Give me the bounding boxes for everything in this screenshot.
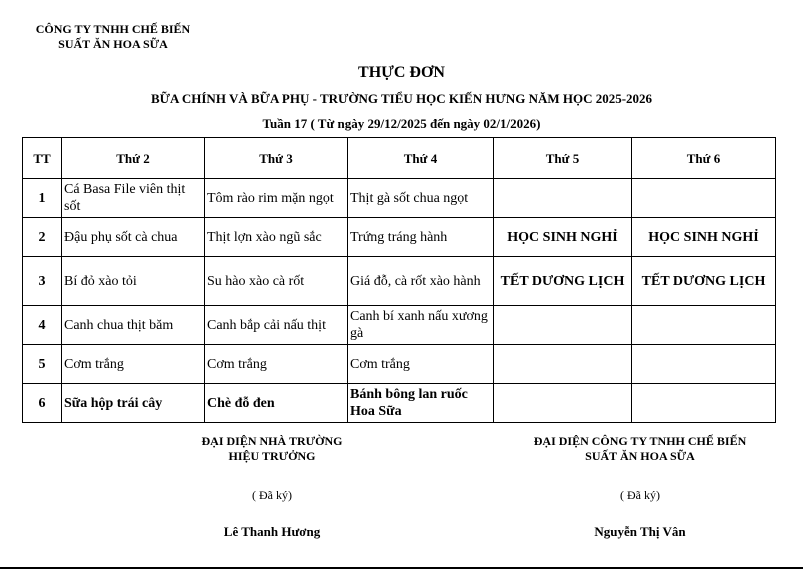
company-name-line1: CÔNG TY TNHH CHẾ BIẾN [35,22,191,36]
company-representative-title: ĐẠI DIỆN CÔNG TY TNHH CHẾ BIẾN [533,434,747,448]
table-row [23,306,776,345]
signed-note: ( Đã ký) [252,488,292,502]
principal-title: HIỆU TRƯỞNG [228,449,316,463]
empty-cell [632,384,776,423]
row-number: 4 [23,306,62,345]
principal-name: Lê Thanh Hương [223,524,321,539]
header-tt: TT [23,138,62,179]
week-range: Tuần 17 ( Từ ngày 29/12/2025 đến ngày 02/1/2026) [262,116,541,131]
dish-mon: Sữa hộp trái cây [62,384,205,423]
document-subtitle: BỮA CHÍNH VÀ BỮA PHỤ - TRƯỜNG TIỂU HỌC KIẾN HƯNG NĂM HỌC 2025-2026 [150,91,653,106]
holiday-note-thu-line1: HỌC SINH NGHỈ [494,218,632,257]
bottom-divider [0,567,803,569]
company-name-line2: SUẤT ĂN HOA SỮA [58,37,168,51]
holiday-note-thu-line2: TẾT DƯƠNG LỊCH [494,257,632,306]
signed-note: ( Đã ký) [620,488,660,502]
dish-mon: Canh chua thịt băm [62,306,205,345]
company-representative-name: Nguyễn Thị Vân [594,524,686,539]
row-number: 3 [23,257,62,306]
header-fri: Thứ 6 [632,138,776,179]
dish-tue: Thịt lợn xào ngũ sắc [205,218,348,257]
dish-mon: Bí đỏ xào tỏi [62,257,205,306]
dish-mon: Đậu phụ sốt cà chua [62,218,205,257]
company-header [28,22,198,52]
school-representative-title: ĐẠI DIỆN NHÀ TRƯỜNG [201,434,343,448]
holiday-note-fri-line1: HỌC SINH NGHỈ [632,218,776,257]
company-signature-block [520,434,760,539]
table-row [23,345,776,384]
empty-cell [494,384,632,423]
dish-wed: Trứng tráng hành [348,218,494,257]
menu-table [22,137,776,423]
table-header-row [23,138,776,179]
school-signature-block [187,434,357,539]
table-row [23,257,776,306]
dish-mon: Cơm trắng [62,345,205,384]
header-wed: Thứ 4 [348,138,494,179]
table-row [23,179,776,218]
dish-tue: Canh bắp cải nấu thịt [205,306,348,345]
row-number: 5 [23,345,62,384]
table-row [23,384,776,423]
dish-tue: Tôm rào rim mặn ngọt [205,179,348,218]
dish-tue: Su hào xào cà rốt [205,257,348,306]
header-tue: Thứ 3 [205,138,348,179]
dish-tue: Cơm trắng [205,345,348,384]
dish-wed: Giá đỗ, cà rốt xào hành [348,257,494,306]
empty-cell [632,306,776,345]
row-number: 6 [23,384,62,423]
empty-cell [632,179,776,218]
dish-wed: Thịt gà sốt chua ngọt [348,179,494,218]
dish-tue: Chè đỗ đen [205,384,348,423]
dish-wed: Canh bí xanh nấu xương gà [348,306,494,345]
dish-wed: Bánh bông lan ruốc Hoa Sữa [348,384,494,423]
empty-cell [632,345,776,384]
document-title: THỰC ĐƠN [358,64,445,81]
header-thu: Thứ 5 [494,138,632,179]
empty-cell [494,345,632,384]
company-name: SUẤT ĂN HOA SỮA [585,449,695,463]
dish-wed: Cơm trắng [348,345,494,384]
dish-mon: Cá Basa File viên thịt sốt [62,179,205,218]
header-mon: Thứ 2 [62,138,205,179]
empty-cell [494,179,632,218]
row-number: 2 [23,218,62,257]
holiday-note-fri-line2: TẾT DƯƠNG LỊCH [632,257,776,306]
empty-cell [494,306,632,345]
row-number: 1 [23,179,62,218]
table-row [23,218,776,257]
